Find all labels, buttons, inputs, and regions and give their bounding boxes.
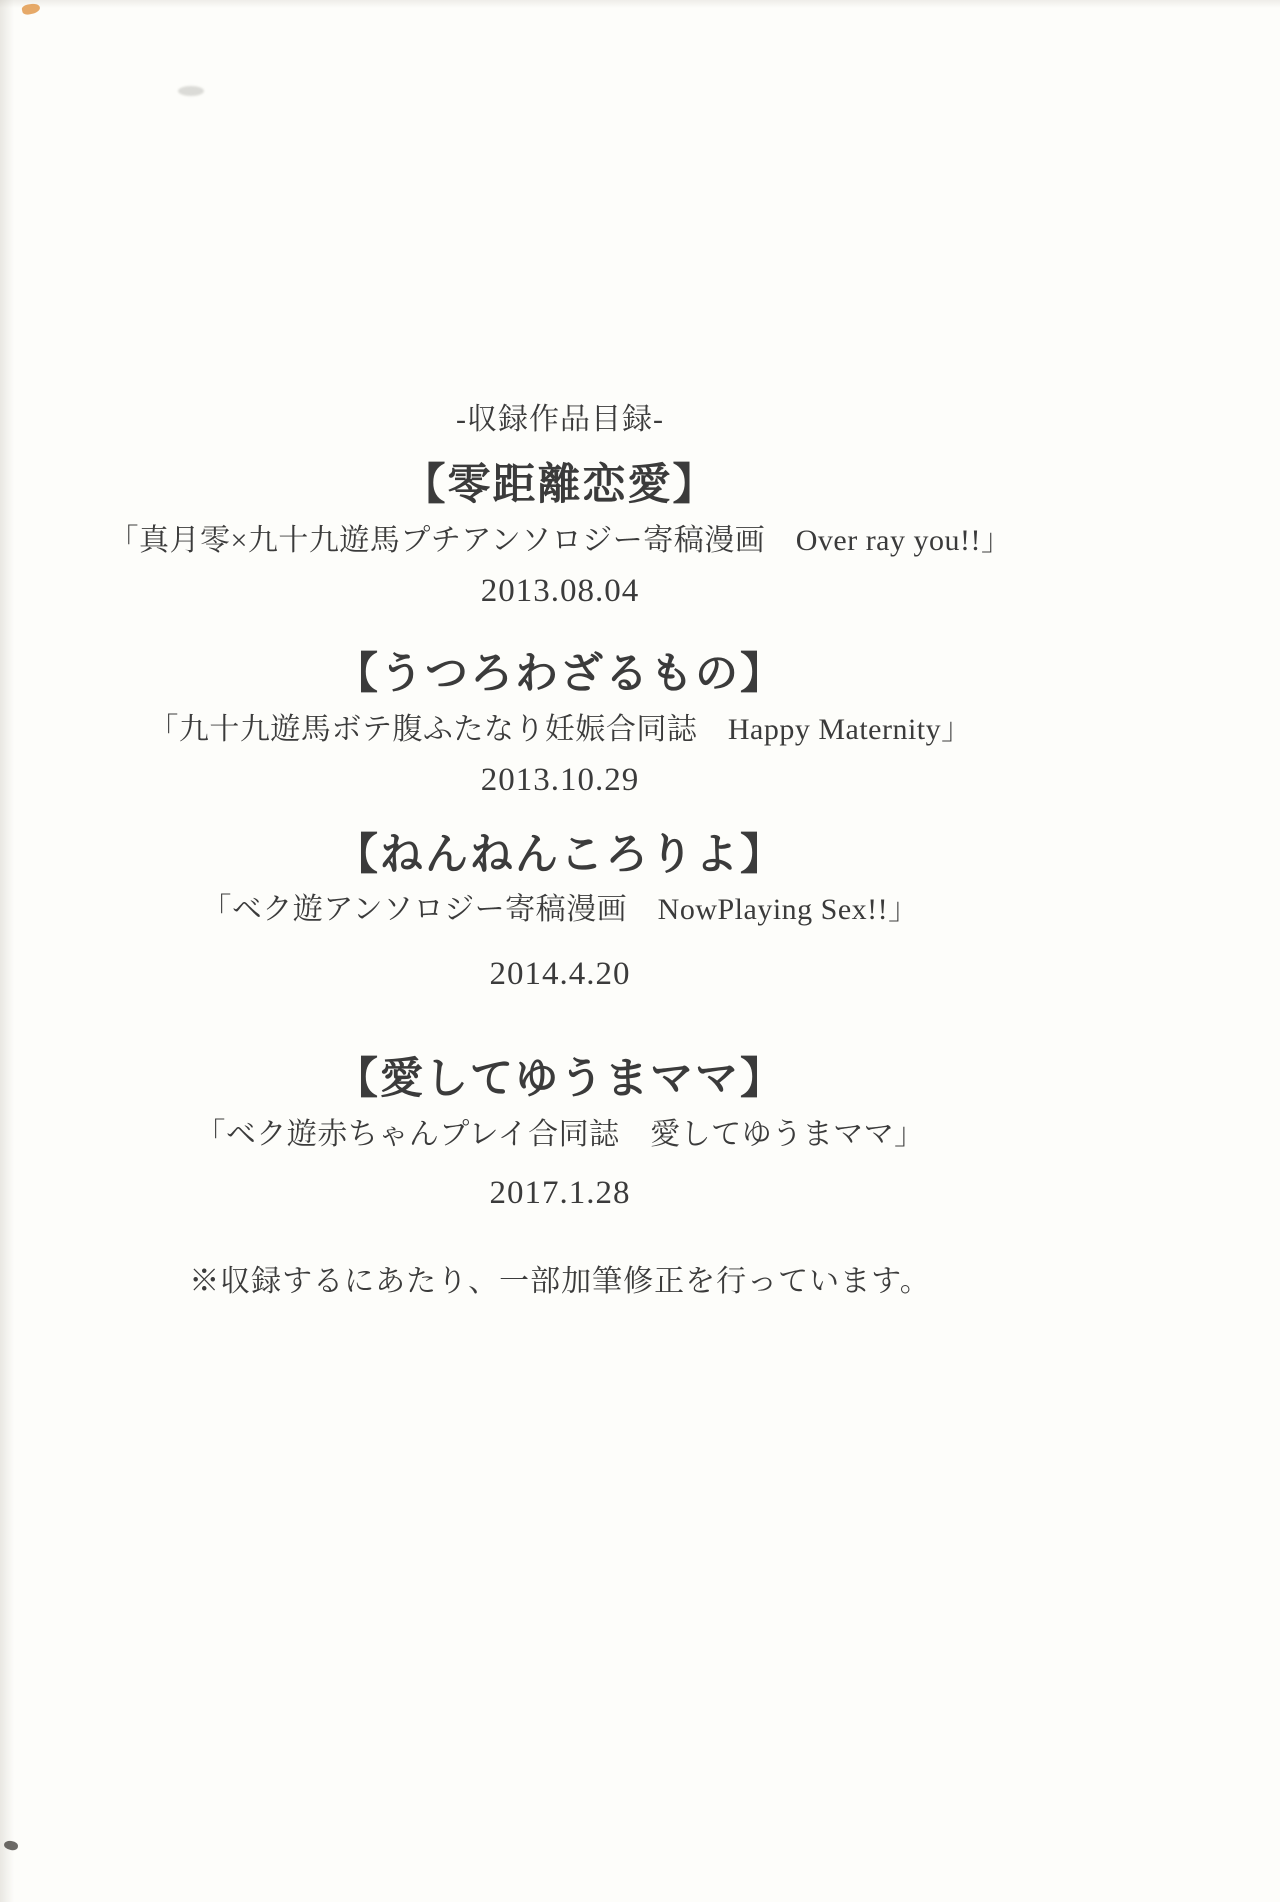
work-subtitle: 「ベク遊アンソロジー寄稿漫画 NowPlaying Sex!!」 — [201, 893, 919, 927]
work-subtitle: 「真月零×九十九遊馬プチアンソロジー寄稿漫画 Over ray you!!」 — [108, 523, 1012, 557]
work-entry — [0, 828, 1120, 997]
work-entry — [0, 647, 1120, 802]
work-date: 2017.1.28 — [489, 1175, 631, 1212]
work-entry — [0, 1052, 1120, 1215]
work-subtitle: 「ベク遊赤ちゃんプレイ合同誌 愛してゆうまママ」 — [195, 1118, 925, 1152]
work-date: 2013.10.29 — [480, 761, 640, 798]
work-title: 【零距離恋愛】 — [402, 462, 718, 509]
work-subtitle: 「九十九遊馬ボテ腹ふたなり妊娠合同誌 Happy Maternity」 — [148, 712, 972, 746]
work-title: 【愛してゆうまママ】 — [335, 1056, 785, 1104]
revision-note: ※収録するにあたり、一部加筆修正を行っています。 — [189, 1265, 931, 1299]
work-title: 【うつろわざるもの】 — [335, 650, 785, 698]
page-title: -収録作品目録- — [456, 403, 664, 436]
work-title: 【ねんねんころりよ】 — [335, 831, 785, 879]
work-entry — [0, 458, 1120, 613]
scan-artifact-speck — [3, 1840, 18, 1851]
work-date: 2014.4.20 — [489, 956, 631, 993]
work-date: 2013.08.04 — [480, 572, 640, 609]
